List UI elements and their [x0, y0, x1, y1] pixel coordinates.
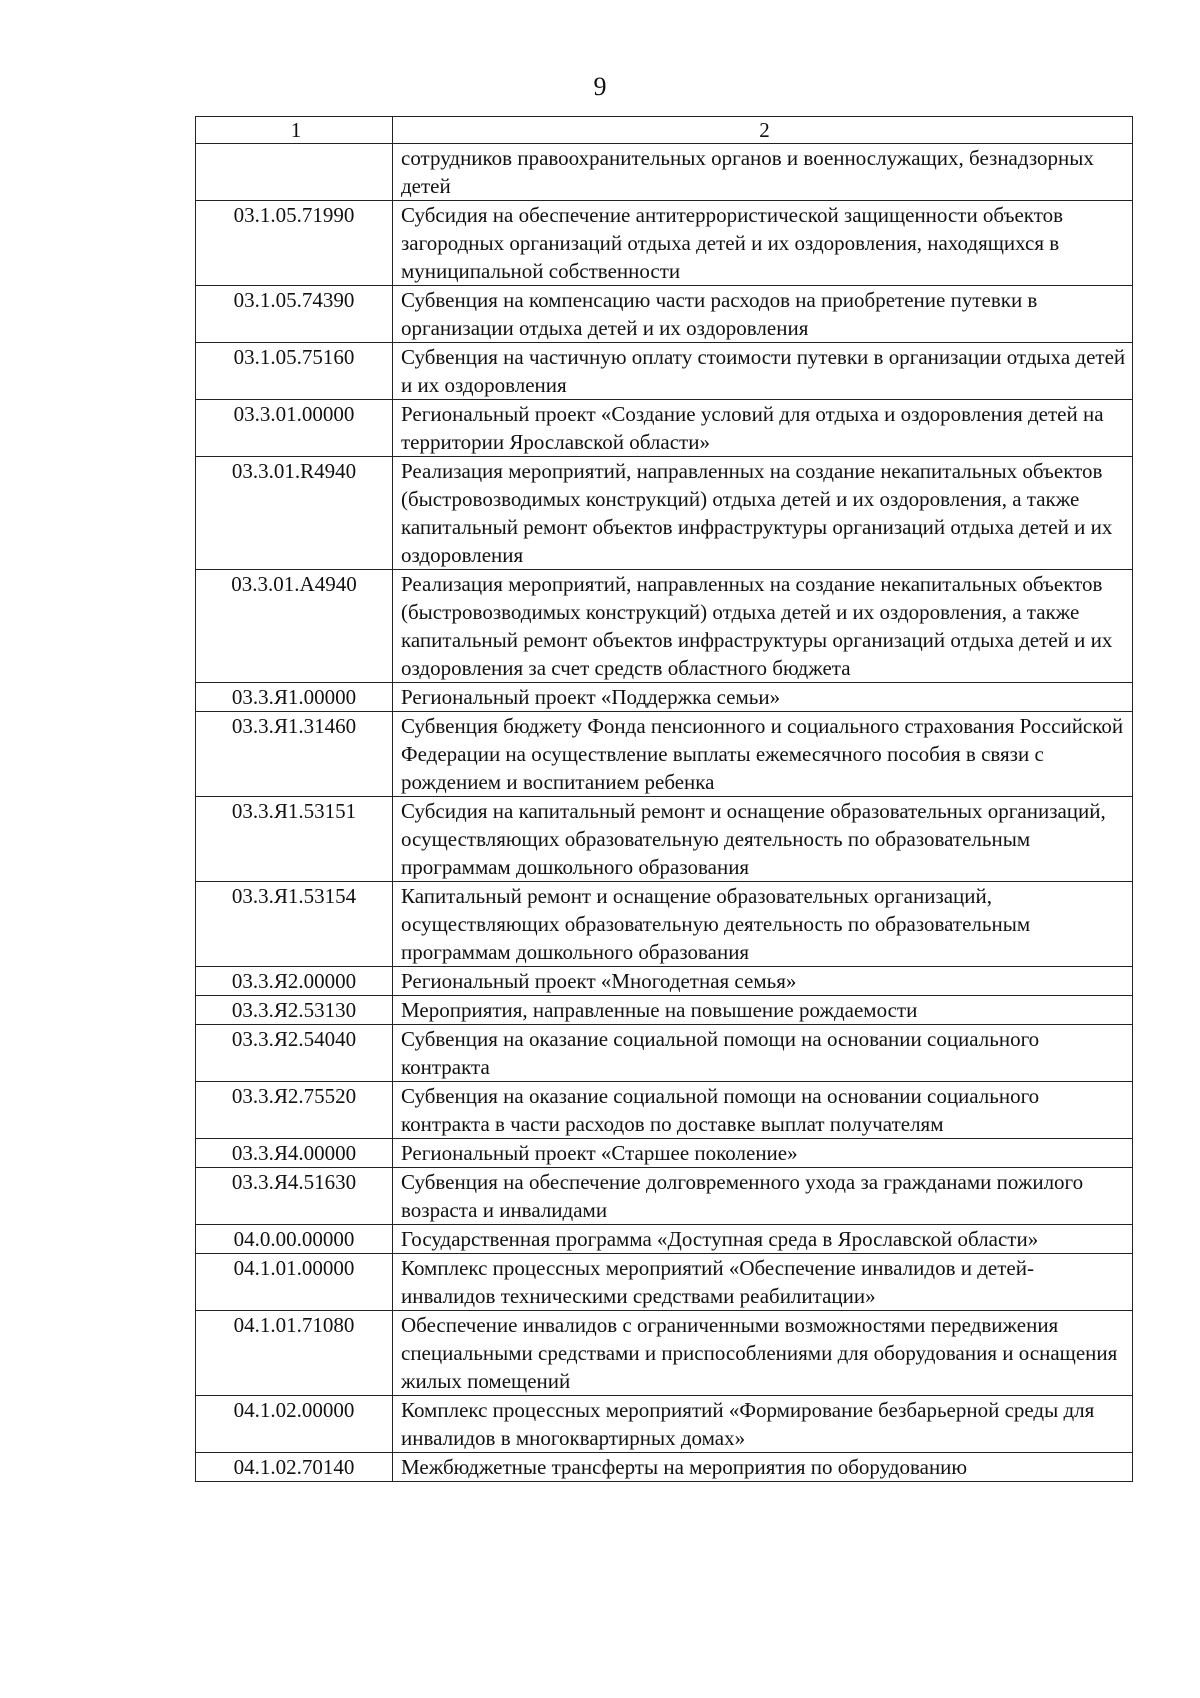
table-row: [196, 1254, 1133, 1311]
row-description-cell: Региональный проект «Старшее поколение»: [393, 1139, 1133, 1168]
row-description-cell: Обеспечение инвалидов с ограниченными возможностями передвижения специальными средствами и приспособлениями для оборудования и оснащения жилых помещений: [393, 1311, 1133, 1396]
row-code-cell: 03.3.01.00000: [196, 400, 393, 457]
row-description-cell: Субвенция на оказание социальной помощи на основании социального контракта: [393, 1025, 1133, 1082]
table-row: [196, 201, 1133, 286]
row-description-cell: Реализация мероприятий, направленных на создание некапитальных объектов (быстровозводимых конструкций) отдыха детей и их оздоровления, а также капитальный ремонт объектов инфраструктуры организаций отдыха детей и их оздоровления за счет средств областного бюджета: [393, 570, 1133, 683]
row-description-cell: Субсидия на капитальный ремонт и оснащение образовательных организаций, осуществляющих образовательную деятельность по образовательным программам дошкольного образования: [393, 797, 1133, 882]
row-code-cell: 03.1.05.71990: [196, 201, 393, 286]
row-code-cell: 03.3.Я1.53154: [196, 882, 393, 967]
row-description-cell: Субвенция на обеспечение долговременного ухода за гражданами пожилого возраста и инвалидами: [393, 1168, 1133, 1225]
row-code-cell: 03.3.Я4.51630: [196, 1168, 393, 1225]
table-row: [196, 1139, 1133, 1168]
table-row: [196, 1225, 1133, 1254]
row-code-cell: 03.3.Я4.00000: [196, 1139, 393, 1168]
budget-codes-table: [195, 116, 1133, 1482]
table-row: [196, 1168, 1133, 1225]
table-row: [196, 683, 1133, 712]
row-description-cell: Региональный проект «Поддержка семьи»: [393, 683, 1133, 712]
page-number: 9: [593, 72, 607, 101]
column-header-code: 1: [196, 117, 393, 144]
column-header-description: 2: [393, 117, 1133, 144]
row-code-cell: 04.1.02.70140: [196, 1453, 393, 1482]
table-row: [196, 570, 1133, 683]
row-description-cell: Капитальный ремонт и оснащение образовательных организаций, осуществляющих образовательную деятельность по образовательным программам дошкольного образования: [393, 882, 1133, 967]
table-row: [196, 1025, 1133, 1082]
row-description-cell: сотрудников правоохранительных органов и военнослужащих, безнадзорных детей: [393, 144, 1133, 201]
row-description-cell: Реализация мероприятий, направленных на создание некапитальных объектов (быстровозводимых конструкций) отдыха детей и их оздоровления, а также капитальный ремонт объектов инфраструктуры организаций отдыха детей и их оздоровления: [393, 457, 1133, 570]
table-row: [196, 286, 1133, 343]
row-code-cell: 03.3.Я2.54040: [196, 1025, 393, 1082]
table-row: [196, 457, 1133, 570]
row-code-cell: 03.3.Я1.00000: [196, 683, 393, 712]
table-row: [196, 712, 1133, 797]
row-code-cell: 03.3.Я2.75520: [196, 1082, 393, 1139]
row-code-cell: 04.1.01.00000: [196, 1254, 393, 1311]
row-description-cell: Субсидия на обеспечение антитеррористической защищенности объектов загородных организаций отдыха детей и их оздоровления, находящихся в муниципальной собственности: [393, 201, 1133, 286]
table-row: [196, 882, 1133, 967]
row-code-cell: 04.1.01.71080: [196, 1311, 393, 1396]
table-header-row: [196, 117, 1133, 144]
row-code-cell: 03.3.Я1.53151: [196, 797, 393, 882]
row-description-cell: Субвенция на частичную оплату стоимости путевки в организации отдыха детей и их оздоровления: [393, 343, 1133, 400]
table-row: [196, 144, 1133, 201]
table-row: [196, 400, 1133, 457]
row-description-cell: Региональный проект «Многодетная семья»: [393, 967, 1133, 996]
row-code-cell: 03.1.05.74390: [196, 286, 393, 343]
row-code-cell: 03.3.Я2.00000: [196, 967, 393, 996]
row-description-cell: Субвенция на компенсацию части расходов на приобретение путевки в организации отдыха детей и их оздоровления: [393, 286, 1133, 343]
table-row: [196, 1453, 1133, 1482]
table-row: [196, 967, 1133, 996]
row-code-cell: 04.1.02.00000: [196, 1396, 393, 1453]
row-description-cell: Комплекс процессных мероприятий «Обеспечение инвалидов и детей-инвалидов техническими средствами реабилитации»: [393, 1254, 1133, 1311]
table-row: [196, 1082, 1133, 1139]
table-row: [196, 797, 1133, 882]
row-code-cell: 03.3.Я1.31460: [196, 712, 393, 797]
row-code-cell: 03.3.Я2.53130: [196, 996, 393, 1025]
row-code-cell: 03.1.05.75160: [196, 343, 393, 400]
table-row: [196, 996, 1133, 1025]
table-row: [196, 343, 1133, 400]
row-code-cell: [196, 144, 393, 201]
row-code-cell: 03.3.01.R4940: [196, 457, 393, 570]
row-description-cell: Мероприятия, направленные на повышение рождаемости: [393, 996, 1133, 1025]
row-description-cell: Субвенция на оказание социальной помощи на основании социального контракта в части расходов по доставке выплат получателям: [393, 1082, 1133, 1139]
row-description-cell: Субвенция бюджету Фонда пенсионного и социального страхования Российской Федерации на осуществление выплаты ежемесячного пособия в связи с рождением и воспитанием ребенка: [393, 712, 1133, 797]
table-row: [196, 1396, 1133, 1453]
row-code-cell: 04.0.00.00000: [196, 1225, 393, 1254]
row-description-cell: Государственная программа «Доступная среда в Ярославской области»: [393, 1225, 1133, 1254]
table-row: [196, 1311, 1133, 1396]
row-description-cell: Межбюджетные трансферты на мероприятия по оборудованию: [393, 1453, 1133, 1482]
row-description-cell: Региональный проект «Создание условий для отдыха и оздоровления детей на территории Ярославской области»: [393, 400, 1133, 457]
row-description-cell: Комплекс процессных мероприятий «Формирование безбарьерной среды для инвалидов в многоквартирных домах»: [393, 1396, 1133, 1453]
row-code-cell: 03.3.01.А4940: [196, 570, 393, 683]
